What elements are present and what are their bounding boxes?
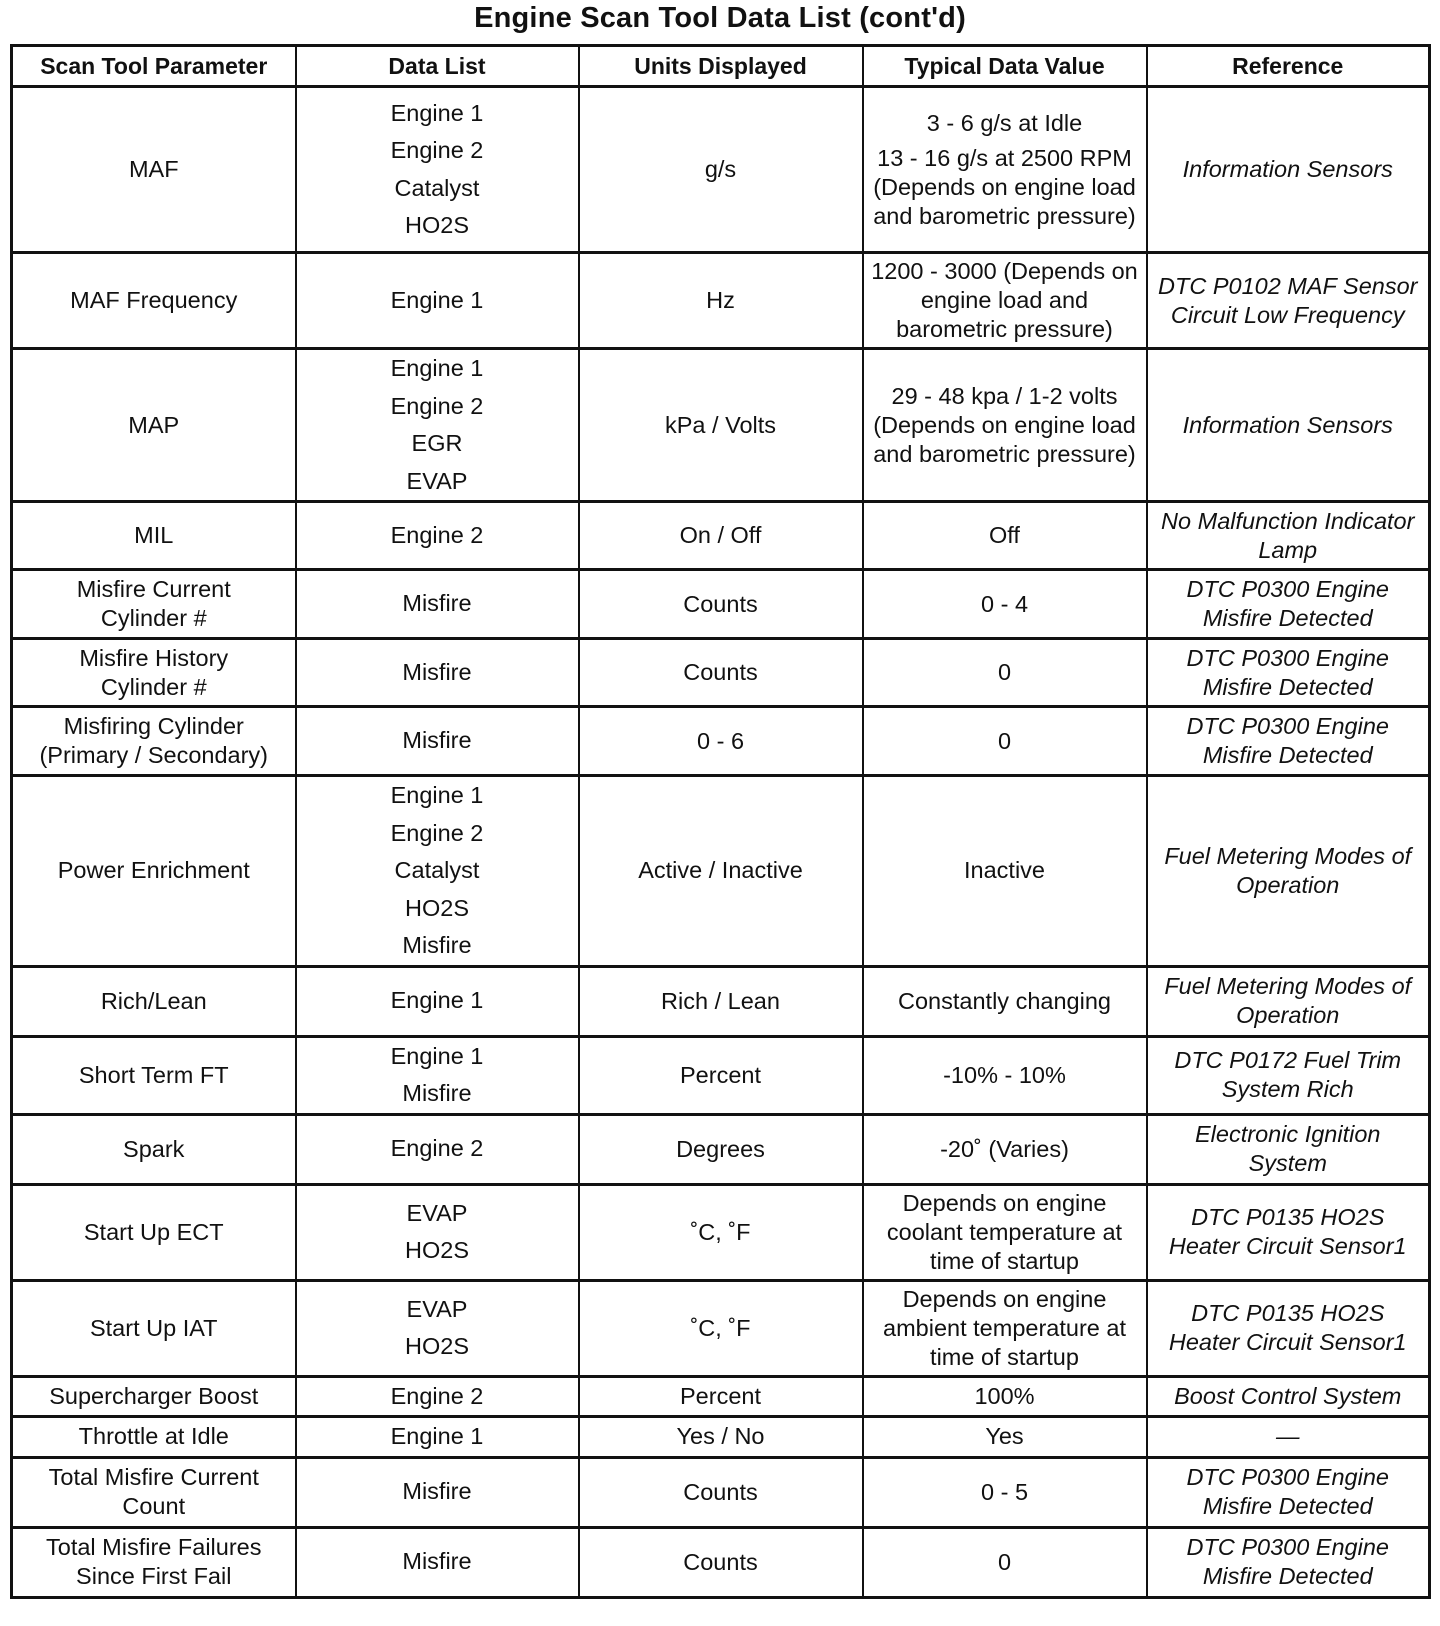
units-cell: On / Off xyxy=(579,502,863,570)
data-list-cell-line: Engine 1 xyxy=(390,286,484,313)
typical-value-cell-line: Depends on engine ambient temperature at time of startup xyxy=(883,1285,1126,1370)
typical-value-cell xyxy=(863,87,1147,253)
parameter-cell xyxy=(12,1036,296,1114)
parameter-cell xyxy=(12,1280,296,1376)
data-list-cell-line: Engine 1 xyxy=(390,987,484,1014)
reference-cell: Information Sensors xyxy=(1147,349,1430,502)
table-row xyxy=(12,570,1430,639)
parameter-cell-line: Since First Fail xyxy=(76,1563,232,1589)
page-title: Engine Scan Tool Data List (cont'd) xyxy=(474,2,966,34)
reference-cell: Electronic Ignition System xyxy=(1147,1114,1430,1184)
table-row xyxy=(12,1527,1430,1597)
reference-cell: DTC P0300 Engine Misfire Detected xyxy=(1147,707,1430,776)
header-typical-data-value: Typical Data Value xyxy=(863,46,1147,87)
reference-cell: Fuel Metering Modes of Operation xyxy=(1147,776,1430,967)
data-list-cell-line: Misfire xyxy=(402,658,472,685)
data-list-cell-line: Engine 2 xyxy=(390,137,484,163)
data-list-cell xyxy=(296,1114,579,1184)
units-cell: Active / Inactive xyxy=(579,776,863,967)
typical-value-cell-line: 0 xyxy=(997,1548,1012,1575)
data-list-cell-line: Misfire xyxy=(402,1478,472,1505)
data-list-cell-line: Engine 2 xyxy=(390,521,484,548)
table-row xyxy=(12,1184,1430,1280)
parameter-cell xyxy=(12,707,296,776)
data-list-cell xyxy=(296,1527,579,1597)
typical-value-cell-line: -20˚ (Varies) xyxy=(940,1135,1069,1162)
units-cell: Percent xyxy=(579,1036,863,1114)
table-row xyxy=(12,776,1430,967)
header-reference: Reference xyxy=(1147,46,1430,87)
units-cell: kPa / Volts xyxy=(579,349,863,502)
parameter-cell-line: Misfiring Cylinder xyxy=(63,713,244,739)
reference-cell: No Malfunction Indicator Lamp xyxy=(1147,502,1430,570)
data-list-cell-line: Engine 2 xyxy=(390,1135,484,1162)
typical-value-cell-line: 1200 - 3000 (Depends on engine load and barometric pressure) xyxy=(871,258,1138,342)
typical-value-cell-line: 0 - 4 xyxy=(980,590,1029,617)
units-cell: Yes / No xyxy=(579,1417,863,1458)
data-list-cell xyxy=(296,1417,579,1458)
parameter-cell xyxy=(12,1457,296,1527)
header-data-list: Data List xyxy=(296,46,579,87)
data-list-cell-line: EVAP xyxy=(406,467,468,494)
data-list-cell xyxy=(296,502,579,570)
typical-value-cell-line: -10% - 10% xyxy=(943,1061,1066,1088)
units-cell: Counts xyxy=(579,1527,863,1597)
table-row xyxy=(12,707,1430,776)
data-list-cell-line: EVAP xyxy=(406,1295,468,1322)
units-cell: Hz xyxy=(579,253,863,349)
units-cell: Counts xyxy=(579,570,863,639)
parameter-cell-line: Start Up IAT xyxy=(89,1314,218,1341)
units-cell: Percent xyxy=(579,1376,863,1417)
parameter-cell-line: Supercharger Boost xyxy=(49,1382,259,1409)
typical-value-cell xyxy=(863,1184,1147,1280)
table-row xyxy=(12,253,1430,349)
data-list-cell-line: Catalyst xyxy=(394,174,480,201)
table-row xyxy=(12,349,1430,502)
data-list-cell-line: Misfire xyxy=(402,1080,472,1106)
reference-cell: DTC P0300 Engine Misfire Detected xyxy=(1147,570,1430,639)
typical-value-cell xyxy=(863,1376,1147,1417)
parameter-cell-line: MAF Frequency xyxy=(70,287,238,313)
units-cell: g/s xyxy=(579,87,863,253)
scan-tool-data-table xyxy=(10,44,1431,1599)
parameter-cell-line: MAP xyxy=(128,411,180,438)
data-list-cell-line: Catalyst xyxy=(394,857,480,883)
table-row xyxy=(12,87,1430,253)
table-body xyxy=(12,87,1430,1598)
typical-value-cell-line: 13 - 16 g/s at 2500 RPM (Depends on engine load and barometric pressure) xyxy=(873,144,1136,229)
typical-value-cell xyxy=(863,1280,1147,1376)
typical-value-cell-line: 0 - 5 xyxy=(980,1478,1029,1505)
typical-value-cell-line: 100% xyxy=(974,1382,1035,1409)
data-list-cell-line: Engine 1 xyxy=(390,1423,484,1449)
typical-value-cell-line: 0 xyxy=(997,659,1012,685)
table-row xyxy=(12,1376,1430,1417)
parameter-cell xyxy=(12,1376,296,1417)
table-header-row xyxy=(12,46,1430,87)
parameter-cell-line: Rich/Lean xyxy=(100,987,207,1014)
header-scan-tool-parameter: Scan Tool Parameter xyxy=(12,46,296,87)
data-list-cell-line: Misfire xyxy=(402,727,472,754)
typical-value-cell-line: 29 - 48 kpa / 1-2 volts (Depends on engine load and barometric pressure) xyxy=(873,382,1136,467)
data-list-cell xyxy=(296,1184,579,1280)
table-row xyxy=(12,639,1430,707)
typical-value-cell xyxy=(863,502,1147,570)
reference-cell: — xyxy=(1147,1417,1430,1458)
parameter-cell xyxy=(12,966,296,1036)
header-units-displayed: Units Displayed xyxy=(579,46,863,87)
data-list-cell-line: Engine 2 xyxy=(390,392,484,419)
reference-cell: DTC P0300 Engine Misfire Detected xyxy=(1147,1527,1430,1597)
units-cell: 0 - 6 xyxy=(579,707,863,776)
data-list-cell xyxy=(296,1036,579,1114)
parameter-cell-line: Total Misfire Current xyxy=(48,1464,259,1490)
typical-value-cell xyxy=(863,1417,1147,1458)
table-row xyxy=(12,966,1430,1036)
parameter-cell-line: Count xyxy=(122,1493,186,1519)
data-list-cell-line: Engine 2 xyxy=(390,1382,484,1409)
units-cell: Degrees xyxy=(579,1114,863,1184)
reference-cell: DTC P0102 MAF Sensor Circuit Low Frequency xyxy=(1147,253,1430,349)
data-list-cell xyxy=(296,1457,579,1527)
reference-cell: Boost Control System xyxy=(1147,1376,1430,1417)
typical-value-cell xyxy=(863,776,1147,967)
parameter-cell xyxy=(12,502,296,570)
data-list-cell-line: HO2S xyxy=(405,1333,469,1359)
units-cell: Counts xyxy=(579,1457,863,1527)
parameter-cell xyxy=(12,349,296,502)
typical-value-cell xyxy=(863,253,1147,349)
typical-value-cell-line: Off xyxy=(989,522,1020,548)
parameter-cell xyxy=(12,1527,296,1597)
typical-value-cell xyxy=(863,639,1147,707)
parameter-cell xyxy=(12,1114,296,1184)
data-list-cell-line: Engine 1 xyxy=(390,1042,484,1069)
parameter-cell-line: Power Enrichment xyxy=(57,857,250,884)
parameter-cell-line: Start Up ECT xyxy=(83,1218,224,1245)
table-row xyxy=(12,1457,1430,1527)
parameter-cell xyxy=(12,87,296,253)
typical-value-cell-line: 3 - 6 g/s at Idle xyxy=(926,109,1083,136)
typical-value-cell xyxy=(863,1527,1147,1597)
data-list-cell xyxy=(296,1280,579,1376)
parameter-cell-line: Short Term FT xyxy=(78,1061,229,1088)
typical-value-cell-line: 0 xyxy=(997,727,1012,754)
data-list-cell-line: Engine 1 xyxy=(390,355,484,381)
data-list-cell-line: EVAP xyxy=(406,1199,468,1226)
typical-value-cell-line: Inactive xyxy=(964,857,1045,884)
table-row xyxy=(12,1114,1430,1184)
units-cell: ˚C, ˚F xyxy=(579,1280,863,1376)
typical-value-cell xyxy=(863,349,1147,502)
typical-value-cell xyxy=(863,1036,1147,1114)
typical-value-cell xyxy=(863,1114,1147,1184)
units-cell: Rich / Lean xyxy=(579,966,863,1036)
table-row xyxy=(12,502,1430,570)
reference-cell: Information Sensors xyxy=(1147,87,1430,253)
units-cell: ˚C, ˚F xyxy=(579,1184,863,1280)
table-row xyxy=(12,1036,1430,1114)
typical-value-cell-line: Yes xyxy=(985,1423,1024,1450)
data-list-cell-line: Engine 1 xyxy=(390,782,484,808)
typical-value-cell-line: Depends on engine coolant temperature at time of startup xyxy=(886,1189,1123,1274)
parameter-cell-line: (Primary / Secondary) xyxy=(39,742,269,768)
parameter-cell xyxy=(12,776,296,967)
parameter-cell xyxy=(12,1417,296,1458)
units-cell: Counts xyxy=(579,639,863,707)
parameter-cell xyxy=(12,1184,296,1280)
reference-cell: DTC P0300 Engine Misfire Detected xyxy=(1147,1457,1430,1527)
data-list-cell-line: Misfire xyxy=(402,590,472,617)
data-list-cell xyxy=(296,253,579,349)
data-list-cell xyxy=(296,87,579,253)
reference-cell: DTC P0135 HO2S Heater Circuit Sensor1 xyxy=(1147,1280,1430,1376)
parameter-cell-line: MAF xyxy=(128,156,179,182)
parameter-cell-line: Total Misfire Failures xyxy=(46,1534,262,1560)
data-list-cell-line: Misfire xyxy=(402,1548,472,1575)
table-row xyxy=(12,1280,1430,1376)
reference-cell: DTC P0172 Fuel Trim System Rich xyxy=(1147,1036,1430,1114)
data-list-cell xyxy=(296,349,579,502)
data-list-cell xyxy=(296,639,579,707)
data-list-cell xyxy=(296,1376,579,1417)
parameter-cell-line: Spark xyxy=(123,1135,185,1162)
typical-value-cell xyxy=(863,707,1147,776)
reference-cell: DTC P0135 HO2S Heater Circuit Sensor1 xyxy=(1147,1184,1430,1280)
parameter-cell-line: Throttle at Idle xyxy=(78,1423,229,1450)
parameter-cell xyxy=(12,570,296,639)
parameter-cell-line: Misfire Current xyxy=(76,576,231,602)
parameter-cell xyxy=(12,253,296,349)
data-list-cell-line: Engine 2 xyxy=(390,819,484,846)
data-list-cell xyxy=(296,776,579,967)
data-list-cell-line: EGR xyxy=(411,430,463,456)
reference-cell: DTC P0300 Engine Misfire Detected xyxy=(1147,639,1430,707)
table-row xyxy=(12,1417,1430,1458)
typical-value-cell xyxy=(863,966,1147,1036)
data-list-cell xyxy=(296,570,579,639)
typical-value-cell xyxy=(863,570,1147,639)
data-list-cell xyxy=(296,707,579,776)
reference-cell: Fuel Metering Modes of Operation xyxy=(1147,966,1430,1036)
data-list-cell-line: HO2S xyxy=(405,894,469,921)
parameter-cell-line: Cylinder # xyxy=(100,673,207,700)
typical-value-cell xyxy=(863,1457,1147,1527)
data-list-cell xyxy=(296,966,579,1036)
parameter-cell-line: Cylinder # xyxy=(100,605,207,631)
data-list-cell-line: Engine 1 xyxy=(390,99,484,126)
parameter-cell-line: MIL xyxy=(134,522,174,548)
parameter-cell xyxy=(12,639,296,707)
parameter-cell-line: Misfire History xyxy=(79,644,229,671)
data-list-cell-line: Misfire xyxy=(402,932,472,958)
data-list-cell-line: HO2S xyxy=(405,212,469,238)
typical-value-cell-line: Constantly changing xyxy=(898,987,1111,1014)
data-list-cell-line: HO2S xyxy=(405,1237,469,1263)
